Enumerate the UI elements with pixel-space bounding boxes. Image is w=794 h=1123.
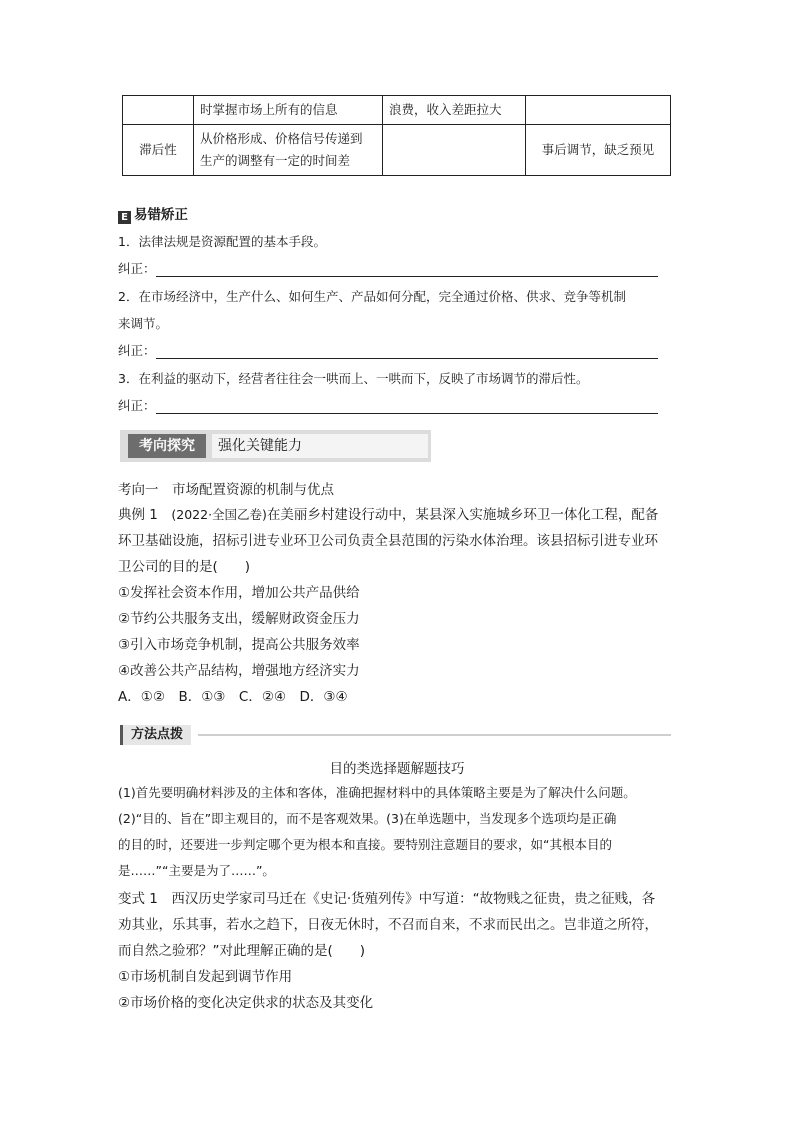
table-cell: 时掌握市场上所有的信息 bbox=[194, 96, 383, 125]
section-e-icon: E bbox=[118, 211, 131, 224]
correction-item: 1．法律法规是资源配置的基本手段。 bbox=[118, 234, 326, 249]
fix-label: 纠正： bbox=[118, 398, 156, 413]
variant-line: 而自然之验邪？”对此理解正确的是( ) bbox=[118, 943, 366, 959]
example-1 bbox=[118, 502, 674, 710]
section-banner bbox=[120, 430, 431, 462]
example-line bbox=[118, 502, 674, 528]
example-line: 卫公司的目的是( ) bbox=[118, 559, 251, 575]
table-cell: 事后调节，缺乏预见 bbox=[526, 125, 671, 176]
answer-choices: A．①② B．①③ C．②④ D．③④ bbox=[118, 689, 348, 705]
option-item: ②市场价格的变化决定供求的状态及其变化 bbox=[118, 995, 374, 1011]
table-cell-line: 生产的调整有一定的时间差 bbox=[200, 153, 351, 168]
correction-fix bbox=[118, 259, 658, 277]
table-cell-line: 从价格形成、价格信号传递到 bbox=[200, 131, 363, 146]
method-line: (2)“目的、旨在”即主观目的，而不是客观效果。(3)在单选题中，当发现多个选项均是正确 bbox=[118, 811, 617, 826]
example-line: 环卫基础设施，招标引进专业环卫公司负责全县范围的污染水体治理。该县招标引进专业环 bbox=[118, 533, 658, 549]
table-cell bbox=[123, 96, 194, 125]
answer-line[interactable] bbox=[156, 399, 658, 414]
variant-line: 变式 1 西汉历史学家司马迁在《史记·货殖列传》中写道：“故物贱之征贵，贵之征贱，各 bbox=[118, 891, 656, 907]
correction-fix bbox=[118, 341, 658, 359]
fix-label: 纠正： bbox=[118, 343, 156, 358]
table-cell bbox=[383, 125, 526, 176]
method-title: 目的类选择题解题技巧 bbox=[329, 761, 465, 777]
table-cell: 滞后性 bbox=[123, 125, 194, 176]
variant-line: 劝其业，乐其事，若水之趋下，日夜无休时，不召而自来，不求而民出之。岂非道之所符， bbox=[118, 917, 658, 933]
example-label: 典例 1 bbox=[118, 507, 158, 523]
fix-label: 纠正： bbox=[118, 261, 156, 276]
variant-1 bbox=[118, 886, 674, 1016]
example-text: 在美丽乡村建设行动中，某县深入实施城乡环卫一体化工程，配备 bbox=[266, 507, 659, 523]
option-item: ①市场机制自发起到调节作用 bbox=[118, 969, 293, 985]
table-cell bbox=[526, 96, 671, 125]
method-tag: 方法点拨 bbox=[120, 725, 191, 745]
correction-item: 2．在市场经济中，生产什么、如何生产、产品如何分配，完全通过价格、供求、竞争等机制 bbox=[118, 289, 626, 304]
option-item: ③引入市场竞争机制，提高公共服务效率 bbox=[118, 637, 360, 653]
correction-heading-text: 易错矫正 bbox=[134, 207, 188, 223]
option-item: ④改善公共产品结构，增强地方经济实力 bbox=[118, 663, 360, 679]
method-line: (1)首先要明确材料涉及的主体和客体，准确把握材料中的具体策略主要是为了解决什么问题。 bbox=[118, 785, 636, 800]
option-item: ①发挥社会资本作用，增加公共产品供给 bbox=[118, 585, 360, 601]
example-source: (2022·全国乙卷) bbox=[171, 507, 267, 522]
correction-item: 来调节。 bbox=[118, 316, 169, 331]
table-row bbox=[123, 96, 671, 125]
correction-item: 3．在利益的驱动下，经营者往往会一哄而上、一哄而下，反映了市场调节的滞后性。 bbox=[118, 371, 589, 386]
correction-fix bbox=[118, 396, 658, 414]
table-cell: 浪费，收入差距拉大 bbox=[383, 96, 526, 125]
divider bbox=[198, 734, 671, 736]
answer-line[interactable] bbox=[156, 344, 658, 359]
banner-subtitle: 强化关键能力 bbox=[212, 434, 428, 458]
option-item: ②节约公共服务支出，缓解财政资金压力 bbox=[118, 611, 360, 627]
method-body bbox=[118, 780, 674, 884]
direction-title: 考向一 市场配置资源的机制与优点 bbox=[118, 482, 334, 498]
table-cell bbox=[194, 125, 383, 176]
answer-line[interactable] bbox=[156, 262, 658, 277]
table-row bbox=[123, 125, 671, 176]
method-line: 是……”“主要是为了……”。 bbox=[118, 863, 275, 878]
comparison-table bbox=[122, 95, 671, 176]
method-bar bbox=[120, 725, 671, 745]
method-line: 的目的时，还要进一步判定哪个更为根本和直接。要特别注意题目的要求，如“其根本目的 bbox=[118, 837, 612, 852]
banner-label: 考向探究 bbox=[128, 434, 206, 458]
correction-heading bbox=[118, 203, 188, 224]
